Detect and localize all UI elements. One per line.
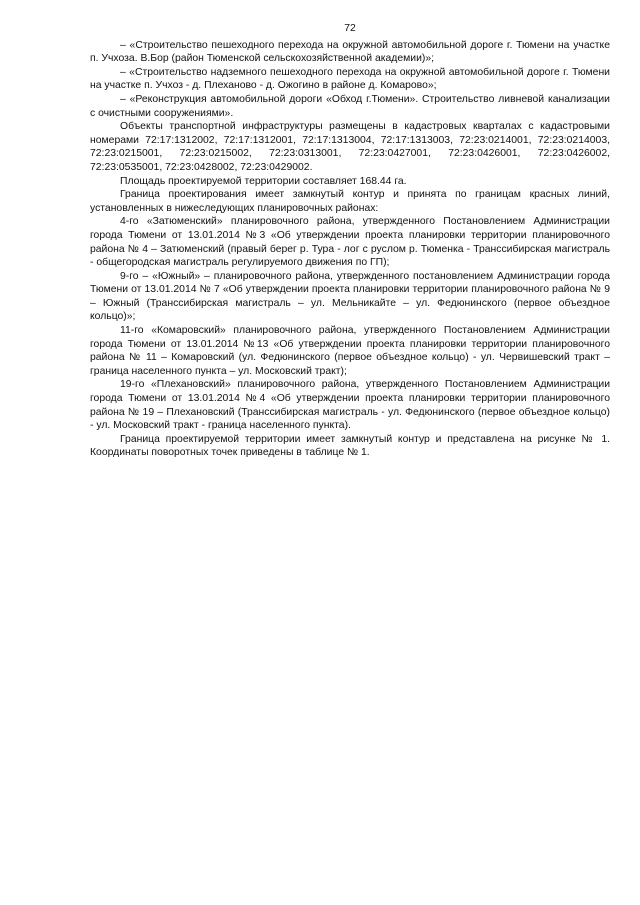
document-page xyxy=(90,22,610,460)
paragraph-item-2: – «Строительство надземного пешеходного перехода на окружной автомобильной дороге г. Тюмени на участке п. Учхоз - д. Плеханово - д. Ожогино в районе д. Комарово»; xyxy=(90,66,610,92)
paragraph-district-4: 4-го «Затюменский» планировочного района, утвержденного Постановлением Администрации города Тюмени от 13.01.2014 №3 «Об утверждении проекта планировки территории планировочного района № 4 – Затюменский (правый берег р. Тура - лог с руслом р. Тюменка - Транссибирская магистраль - общегородская магистраль регулируемого движения по ГП); xyxy=(90,216,610,269)
paragraph-district-9: 9-го – «Южный» – планировочного района, утвержденного постановлением Администрации города Тюмени от 13.01.2014 № 7 «Об утверждении проекта планировки территории планировочного района № 9 – Южный (Транссибирская магистраль – ул. Мельникайте – ул. Федюнинского (первое объездное кольцо)»; xyxy=(90,270,610,323)
paragraph-item-3: – «Реконструкция автомобильной дороги «Обход г.Тюмени». Строительство ливневой канализации с очистными сооружениями». xyxy=(90,93,610,119)
paragraph-district-19: 19-го «Плехановский» планировочного района, утвержденного Постановлением Администрации города Тюмени от 13.01.2014 №4 «Об утверждении проекта планировки территории планировочного района № 19 – Плехановский (Транссибирская магистраль - ул. Федюнинского (первое объездное кольцо) - ул. Московский тракт - граница населенного пункта). xyxy=(90,379,610,432)
paragraph-cadastral: Объекты транспортной инфраструктуры размещены в кадастровых кварталах с кадастровыми номерами 72:17:1312002, 72:17:1312001, 72:17:1313004, 72:17:1313003, 72:23:0214001, 72:23:0214003, 72:23:0215001, 72:23:0215002, 72:23:0313001, 72:23:0427001, 72:23:0426001, 72:23:0426002, 72:23:0535001, 72:23:0428002, 72:23:0429002. xyxy=(90,121,610,173)
paragraph-boundary: Граница проектирования имеет замкнутый контур и принята по границам красных линий, установленных в нижеследующих планировочных районах: xyxy=(90,189,610,214)
paragraph-district-11: 11-го «Комаровский» планировочного района, утвержденного Постановлением Администрации города Тюмени от 13.01.2014 №13 «Об утверждении проекта планировки территории планировочного района № 11 – Комаровский (ул. Федюнинского (первое объездное кольцо) - ул. Червишевский тракт – граница населенного пункта – ул. Московский тракт); xyxy=(90,325,610,377)
page-number: 72 xyxy=(344,23,356,34)
paragraph-closing: Граница проектируемой территории имеет замкнутый контур и представлена на рисунке № 1. Координаты поворотных точек приведены в таблице № 1. xyxy=(90,433,610,459)
paragraph-area: Площадь проектируемой территории составляет 168.44 га. xyxy=(120,175,407,187)
paragraph-item-1: – «Строительство пешеходного перехода на окружной автомобильной дороге г. Тюмени на участке п. Учхоза. В.Бор (район Тюменской сельскохозяйственной академии)»; xyxy=(90,39,610,65)
